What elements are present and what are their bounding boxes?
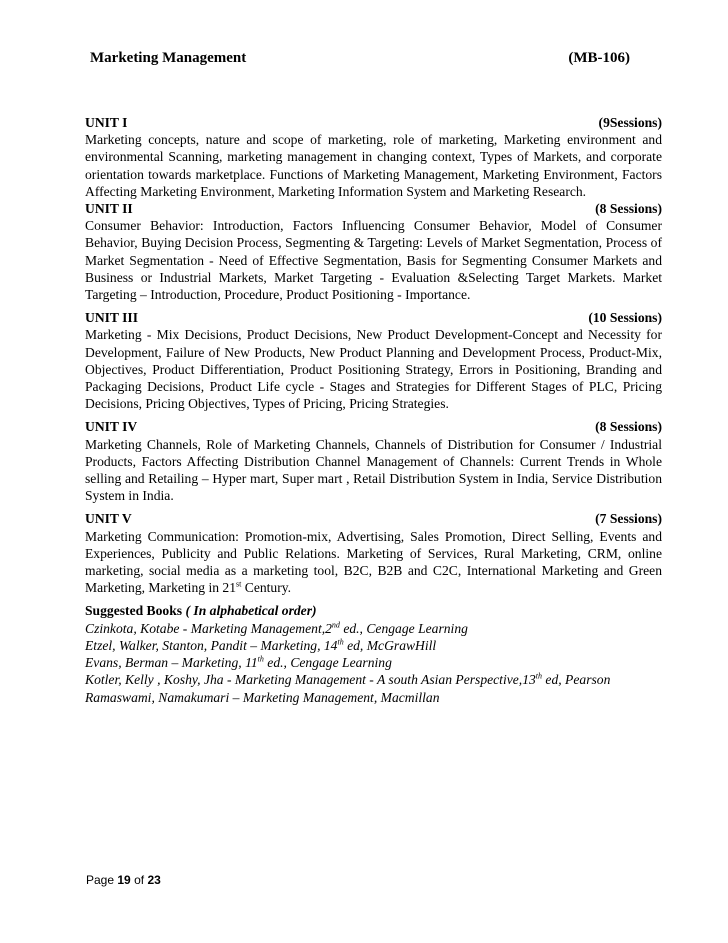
- course-code: (MB-106): [568, 50, 630, 66]
- unit-description-end: Century.: [241, 580, 292, 596]
- book-text-end: ed, McGrawHill: [343, 637, 437, 653]
- course-title: Marketing Management: [90, 50, 247, 66]
- unit-4: [85, 418, 662, 504]
- book-item: [85, 620, 662, 637]
- book-item: [85, 689, 662, 706]
- book-text: Ramaswami, Namakumari – Marketing Management, Macmillan: [85, 689, 440, 705]
- unit-description: [85, 528, 662, 597]
- unit-1: [85, 114, 662, 200]
- unit-5: [85, 510, 662, 596]
- unit-description: Marketing concepts, nature and scope of marketing, role of marketing, Marketing environment and environmental Scanning, marketing management in changing context, Types of Markets, and corporate orientation towards marketplace. Functions of Marketing Management, Marketing Environment, Factors Affecting Marketing Environment, Marketing Information System and Marketing Research.: [85, 132, 662, 199]
- unit-title: UNIT V: [85, 511, 132, 527]
- book-text: Kotler, Kelly , Koshy, Jha - Marketing Management - A south Asian Perspective,13: [85, 672, 536, 688]
- superscript: th: [535, 671, 543, 681]
- unit-title: UNIT IV: [85, 419, 138, 435]
- book-text: Etzel, Walker, Stanton, Pandit – Marketing, 14: [85, 637, 338, 653]
- unit-3: [85, 309, 662, 412]
- suggested-books-heading: [85, 602, 662, 619]
- book-text: Evans, Berman – Marketing, 11: [85, 655, 258, 671]
- page-footer: [86, 873, 161, 887]
- unit-heading: [85, 114, 662, 131]
- unit-2: [85, 200, 662, 303]
- superscript: th: [257, 654, 264, 664]
- unit-heading: [85, 418, 662, 435]
- unit-title: UNIT I: [85, 115, 128, 130]
- unit-title: UNIT II: [85, 201, 133, 217]
- unit-sessions: (8 Sessions): [595, 201, 662, 217]
- book-item: [85, 671, 662, 688]
- books-heading-text: Suggested Books: [85, 603, 183, 619]
- of-label: of: [134, 873, 145, 887]
- unit-description: Marketing Channels, Role of Marketing Channels, Channels of Distribution for Consumer / Industrial Products, Factors Affecting Distribution Channel Management of Channels: Current Trends in Whole selling and Retailing – Hyper mart, Super mart , Retail Distribution System in India, Service Distribution System in India.: [85, 436, 662, 504]
- total-pages: 23: [147, 873, 161, 887]
- superscript: nd: [331, 620, 340, 630]
- book-text-end: ed., Cengage Learning: [339, 620, 468, 636]
- syllabus-content: [85, 114, 662, 706]
- unit-sessions: (9Sessions): [598, 115, 662, 130]
- unit-heading: [85, 309, 662, 326]
- book-item: [85, 637, 662, 654]
- unit-sessions: (7 Sessions): [595, 511, 662, 527]
- book-list: [85, 620, 662, 706]
- unit-description: Consumer Behavior: Introduction, Factors Influencing Consumer Behavior, Model of Consumer Behavior, Buying Decision Process, Segmenting & Targeting: Levels of Market Segmentation, Process of Market Segmentation - Need of Effective Segmentation, Basis for Segmenting Consumer Markets and Business or Industrial Markets, Market Targeting - Evaluation &Selecting Target Markets. Market Targeting – Introduction, Procedure, Product Positioning - Importance.: [85, 218, 662, 303]
- unit-heading: [85, 200, 662, 217]
- unit-description-text: Marketing Communication: Promotion-mix, Advertising, Sales Promotion, Direct Selling, Events and Experiences, Publicity and Public Relations. Marketing of Services, Rural Marketing, CRM, online marketing, social media as a marketing tool, B2C, B2B and C2C, International Marketing and Green Marketing, Marketing in 21: [85, 528, 662, 596]
- unit-description: Marketing - Mix Decisions, Product Decisions, New Product Development-Concept and Necessity for Development, Failure of New Products, New Product Planning and Development Process, Product-Mix, Objectives, Product Differentiation, Product Positioning Strategy, Errors in Positioning, Branding and Packaging Decisions, Product Life cycle - Stages and Strategies for Different Stages of PLC, Pricing Decisions, Pricing Objectives, Types of Pricing, Pricing Strategies.: [85, 327, 662, 412]
- book-text-end: ed, Pearson: [542, 672, 611, 688]
- book-text-end: ed., Cengage Learning: [263, 655, 392, 671]
- unit-sessions: (8 Sessions): [595, 419, 662, 435]
- books-heading-note: ( In alphabetical order): [185, 603, 317, 619]
- page-label: Page: [86, 873, 115, 887]
- unit-heading: [85, 510, 662, 527]
- unit-sessions: (10 Sessions): [588, 310, 662, 326]
- superscript: st: [236, 579, 242, 589]
- page-number: 19: [117, 873, 131, 887]
- unit-title: UNIT III: [85, 310, 139, 326]
- book-text: Czinkota, Kotabe - Marketing Management,2: [85, 620, 332, 636]
- book-item: [85, 654, 662, 671]
- superscript: th: [337, 637, 344, 647]
- page-header: [90, 50, 630, 67]
